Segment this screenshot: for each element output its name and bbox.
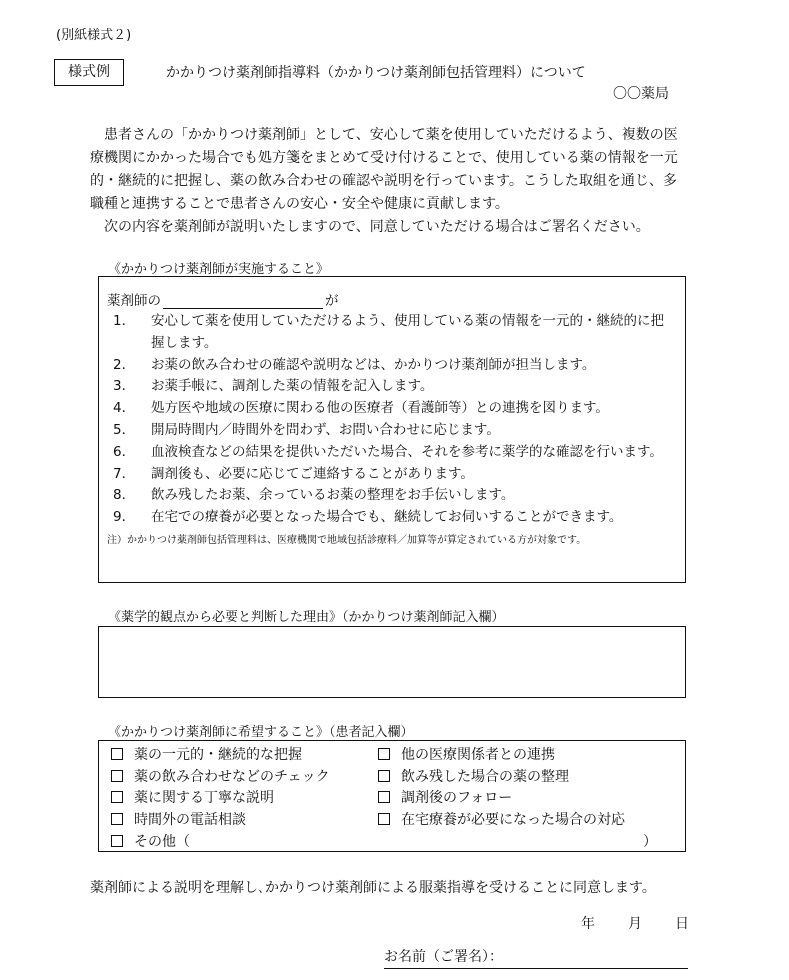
wish-option[interactable] bbox=[107, 787, 330, 809]
item-text: お薬手帳に、調剤した薬の情報を記入します。 bbox=[151, 378, 434, 395]
intro-paragraph-1: 患者さんの「かかりつけ薬剤師」として、安心して薬を使用していただけるよう、複数の医療機関にかかった場合でも処方箋をまとめて受け付けることで、使用している薬の情報を一元的・継続的に把握し、薬の飲み合わせの確認や説明を行っています。こうした取組を通じ、多職種と連携することで患者さんの安心・安全や健康に貢献します。 bbox=[90, 127, 678, 212]
list-item bbox=[107, 398, 677, 420]
item-number: 5． bbox=[113, 421, 136, 438]
list-item bbox=[107, 376, 677, 398]
wish-option[interactable] bbox=[107, 765, 330, 787]
wish-label: 他の医療関係者との連携 bbox=[401, 746, 555, 763]
checkbox[interactable] bbox=[378, 770, 390, 782]
pharmacist-suffix: が bbox=[325, 293, 339, 309]
pharmacist-name-line bbox=[107, 289, 677, 309]
list-item bbox=[107, 355, 677, 377]
wishes-right-column bbox=[374, 743, 625, 830]
checkbox[interactable] bbox=[111, 791, 123, 803]
signature-label: お名前（ご署名）： bbox=[384, 949, 503, 965]
item-number: 8． bbox=[113, 487, 136, 504]
checkbox[interactable] bbox=[378, 791, 390, 803]
intro-text bbox=[90, 124, 690, 239]
list-item bbox=[107, 311, 677, 355]
document-title: かかりつけ薬剤師指導料（かかりつけ薬剤師包括管理料）について bbox=[166, 65, 586, 81]
checkbox[interactable] bbox=[378, 813, 390, 825]
wish-option[interactable] bbox=[374, 765, 625, 787]
item-text: 安心して薬を使用していただけるよう、使用している薬の情報を一元的・継続的に把握します。 bbox=[151, 313, 664, 351]
wishes-section-title: 《かかりつけ薬剤師に希望すること》（患者記入欄） bbox=[108, 725, 414, 740]
signature-line[interactable] bbox=[384, 946, 688, 969]
list-item bbox=[107, 507, 677, 529]
date-line[interactable] bbox=[581, 913, 689, 933]
wish-label: 薬の飲み合わせなどのチェック bbox=[134, 768, 330, 785]
item-text: 調剤後も、必要に応じてご連絡することがあります。 bbox=[151, 465, 474, 482]
checkbox[interactable] bbox=[111, 835, 123, 847]
item-text: 処方医や地域の医療に関わる他の医療者（看護師等）との連携を図ります。 bbox=[151, 400, 609, 417]
item-number: 7． bbox=[113, 465, 136, 482]
item-text: 飲み残したお薬、余っているお薬の整理をお手伝いします。 bbox=[151, 487, 515, 504]
form-number: (別紙様式２) bbox=[56, 28, 132, 43]
wish-label: その他（ bbox=[134, 834, 190, 851]
services-section-title: 《かかりつけ薬剤師が実施すること》 bbox=[108, 262, 330, 277]
item-number: 6． bbox=[113, 443, 136, 460]
list-item bbox=[107, 420, 677, 442]
item-number: 2． bbox=[113, 356, 136, 373]
pharmacist-name-blank[interactable] bbox=[163, 292, 323, 309]
wish-label: 飲み残した場合の薬の整理 bbox=[401, 768, 569, 785]
item-number: 9． bbox=[113, 509, 136, 526]
item-number: 4． bbox=[113, 400, 136, 417]
list-item bbox=[107, 464, 677, 486]
wishes-box bbox=[98, 740, 686, 852]
services-box bbox=[98, 276, 686, 583]
item-text: 血液検査などの結果を提供いただいた場合、それを参考に薬学的な確認を行います。 bbox=[151, 443, 663, 460]
form-example-badge: 様式例 bbox=[54, 59, 124, 86]
item-number: 1． bbox=[113, 313, 136, 329]
wish-label: 時間外の電話相談 bbox=[134, 812, 246, 829]
reason-input-box[interactable] bbox=[98, 626, 686, 698]
item-text: お薬の飲み合わせの確認や説明などは、かかりつけ薬剤師が担当します。 bbox=[151, 356, 596, 373]
wish-option-other[interactable] bbox=[107, 830, 330, 852]
date-year: 年 bbox=[581, 916, 595, 932]
list-item bbox=[107, 442, 677, 464]
checkbox[interactable] bbox=[378, 748, 390, 760]
wish-option[interactable] bbox=[107, 743, 330, 765]
item-text: 開局時間内／時間外を問わず、お問い合わせに応じます。 bbox=[151, 421, 500, 438]
wish-option[interactable] bbox=[107, 808, 330, 830]
item-text: 在宅での療養が必要となった場合でも、継続してお伺いすることができます。 bbox=[151, 509, 623, 526]
reason-section-title: 《薬学的観点から必要と判断した理由》（かかりつけ薬剤師記入欄） bbox=[108, 610, 505, 625]
checkbox[interactable] bbox=[111, 748, 123, 760]
date-day: 日 bbox=[675, 916, 689, 932]
other-close-paren: ） bbox=[643, 834, 657, 850]
list-item bbox=[107, 485, 677, 507]
consent-statement: 薬剤師による説明を理解し､かかりつけ薬剤師による服薬指導を受けることに同意します。 bbox=[90, 880, 656, 896]
wishes-left-column bbox=[107, 743, 330, 852]
checkbox[interactable] bbox=[111, 813, 123, 825]
date-month: 月 bbox=[628, 916, 642, 932]
intro-paragraph-2: 次の内容を薬剤師が説明いたしますので、同意していただける場合はご署名ください。 bbox=[90, 219, 650, 235]
pharmacy-name: 〇〇薬局 bbox=[613, 86, 669, 102]
wish-label: 薬に関する丁寧な説明 bbox=[134, 790, 274, 807]
wish-label: 調剤後のフォロー bbox=[401, 790, 513, 807]
footnote: 注）かかりつけ薬剤師包括管理料は、医療機関で地域包括診療料／加算等が算定されている方が対象です。 bbox=[107, 534, 587, 546]
wish-label: 在宅療養が必要になった場合の対応 bbox=[401, 812, 625, 829]
pharmacist-prefix: 薬剤師の bbox=[107, 293, 161, 309]
item-number: 3． bbox=[113, 378, 136, 395]
wish-label: 薬の一元的・継続的な把握 bbox=[134, 746, 302, 763]
services-list bbox=[107, 311, 677, 529]
checkbox[interactable] bbox=[111, 770, 123, 782]
wish-option[interactable] bbox=[374, 743, 625, 765]
wish-option[interactable] bbox=[374, 808, 625, 830]
wish-option[interactable] bbox=[374, 787, 625, 809]
